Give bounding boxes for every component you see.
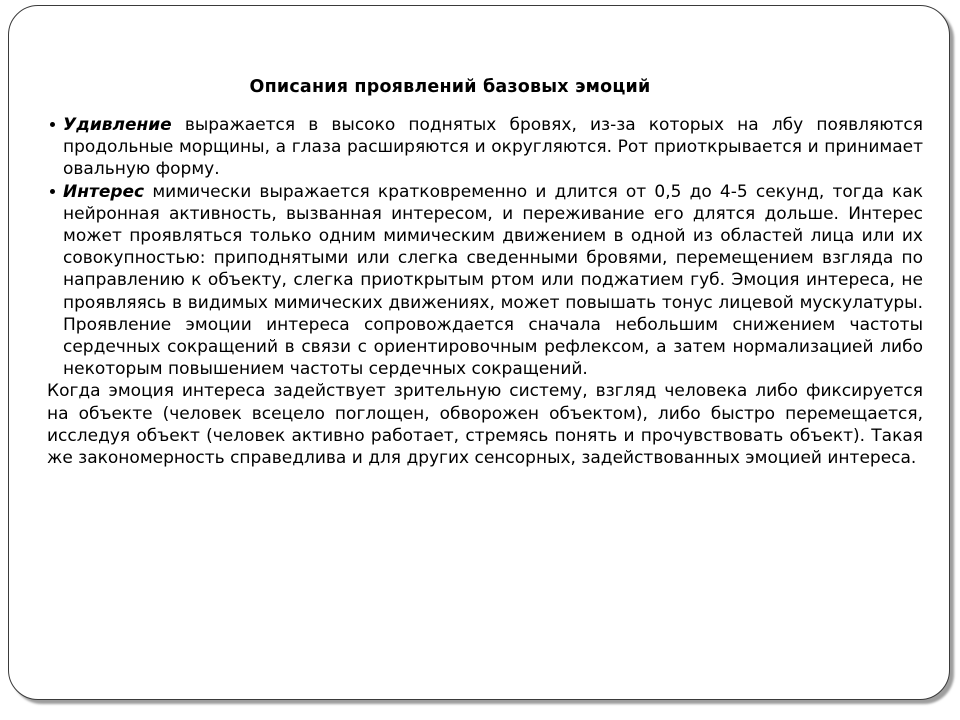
slide-canvas (8, 5, 950, 700)
bullet-lead-text: Удивление (63, 115, 172, 135)
page-title: Описания проявлений базовых эмоций (249, 77, 651, 97)
bullet-body-text: выражается в высоко поднятых бровях, из-за которых на лбу появляются продольные морщины, а глаза расширяются и округляются. Рот приоткрывается и принимает овальную форму. (63, 115, 923, 180)
bullet-icon (50, 189, 55, 194)
bullet-lead-text: Интерес (63, 181, 145, 202)
list-item (47, 114, 923, 181)
bullet-list (47, 114, 923, 380)
bullet-body-text: мимически выражается кратковременно и длится от 0,5 до 4-5 секунд, тогда как нейронная активность, вызванная интересом, и переживание его длятся дольше. Интерес может проявляться только одним мимическим движением в одной из областей лица или их совокупностью: приподнятыми или слегка сведенными бровями, перемещением взгляда по направлению к объекту, слегка приоткрытым ртом или поджатием губ. Эмоция интереса, не проявляясь в видимых мимических движениях, может повышать тонус лицевой мускулатуры. Проявление эмоции интереса сопровождается сначала небольшим снижением частоты сердечных сокращений в связи с ориентировочным рефлексом, а затем нормализацией либо некоторым повышением частоты сердечных сокращений. (63, 181, 924, 380)
list-item (47, 181, 923, 381)
body-paragraph: Когда эмоция интереса задействует зрительную систему, взгляд человека либо фиксируется на объекте (человек всецело поглощен, обворожен объектом), либо быстро перемещается, исследуя объект (человек активно работает, стремясь понять и прочувствовать объект). Такая же закономерность справедлива и для других сенсорных, задействованных эмоцией интереса. (47, 381, 923, 469)
slide-body (47, 114, 923, 469)
bullet-icon (50, 122, 55, 127)
